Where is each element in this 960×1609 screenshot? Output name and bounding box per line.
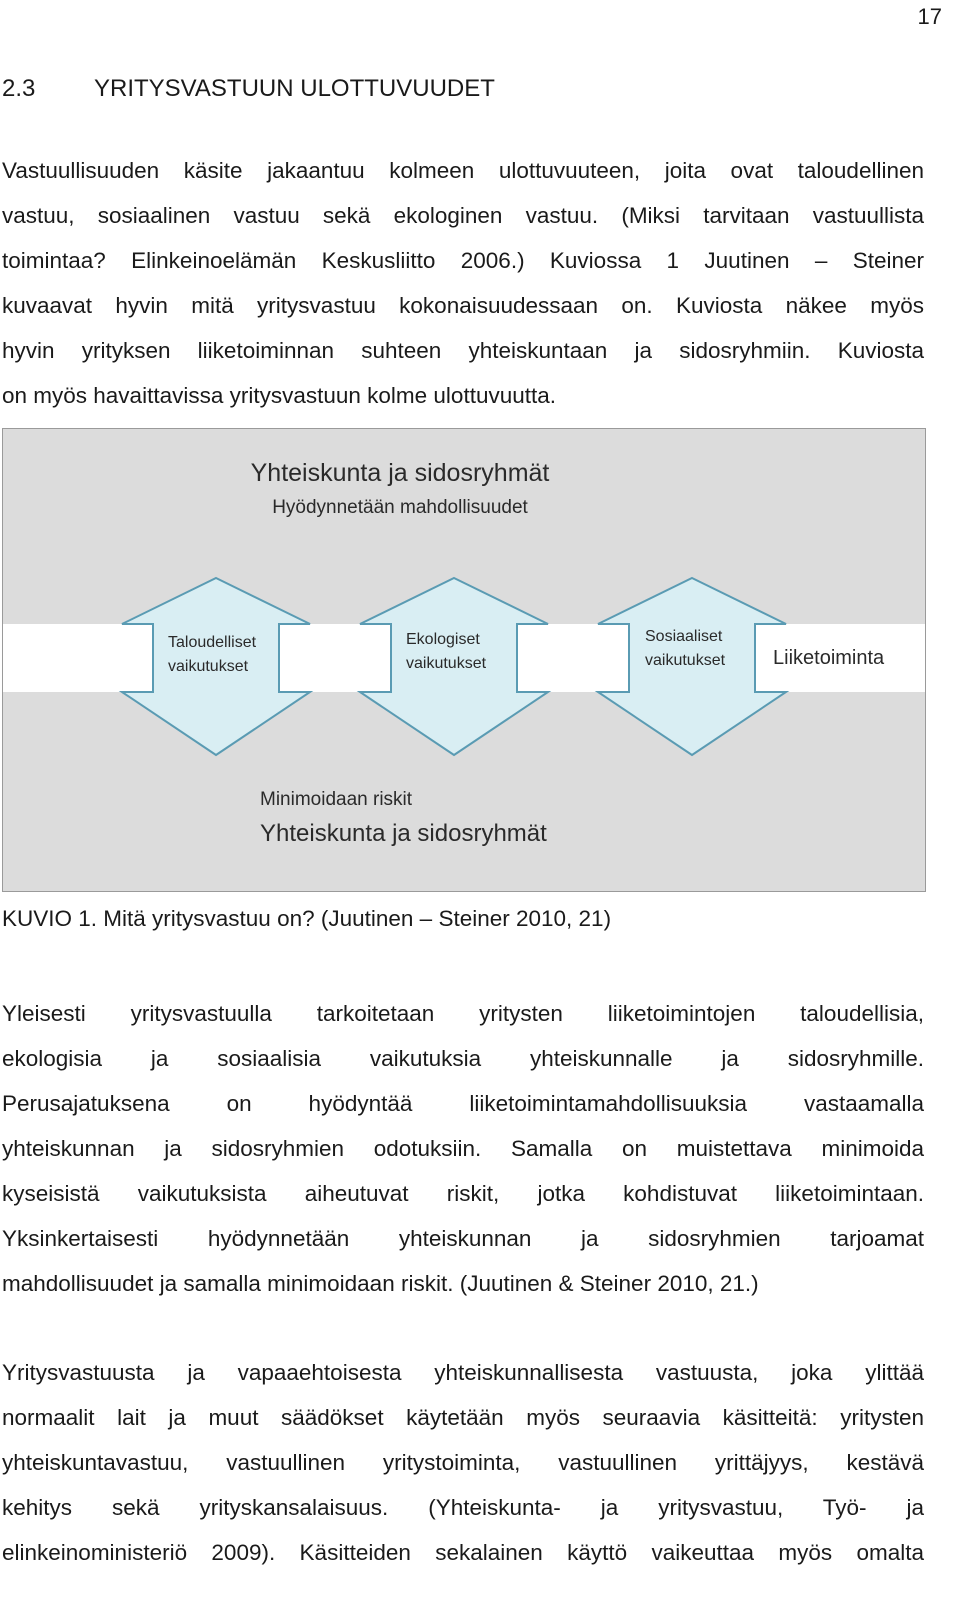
section-number: 2.3 — [2, 75, 36, 102]
paragraph-line: kuvaavat hyvin mitä yritysvastuu kokonaisuudessaan on. Kuviosta näkee myös — [2, 293, 924, 318]
paragraph-line: vastuu, sosiaalinen vastuu sekä ekologinen vastuu. (Miksi tarvitaan vastuullista — [2, 203, 924, 228]
paragraph-line: yhteiskuntavastuu, vastuullinen yritystoiminta, vastuullinen yrittäjyys, kestävä — [2, 1450, 924, 1475]
arrow-label-economic-1: Taloudelliset — [168, 634, 257, 651]
band-label: Liiketoiminta — [773, 647, 885, 669]
arrow-label-social-2: vaikutukset — [645, 652, 726, 669]
paragraph-line: mahdollisuudet ja samalla minimoidaan riskit. (Juutinen & Steiner 2010, 21.) — [2, 1271, 759, 1296]
concepts-paragraph — [2, 1350, 924, 1575]
diagram-top-subtitle: Hyödynnetään mahdollisuudet — [272, 497, 528, 518]
paragraph-line: Yleisesti yritysvastuulla tarkoitetaan yritysten liiketoimintojen taloudellisia, — [2, 1001, 924, 1026]
paragraph-line: Vastuullisuuden käsite jakaantuu kolmeen ulottuvuuteen, joita ovat taloudellinen — [2, 158, 924, 183]
csr-dimensions-diagram — [2, 428, 926, 892]
arrow-label-ecological-1: Ekologiset — [406, 631, 480, 648]
paragraph-line: Yritysvastuusta ja vapaaehtoisesta yhteiskunnallisesta vastuusta, joka ylittää — [2, 1360, 924, 1385]
paragraph-line: Yksinkertaisesti hyödynnetään yhteiskunnan ja sidosryhmien tarjoamat — [2, 1226, 924, 1251]
diagram-top-title: Yhteiskunta ja sidosryhmät — [250, 459, 550, 487]
paragraph-line: Perusajatuksena on hyödyntää liiketoimintamahdollisuuksia vastaamalla — [2, 1091, 924, 1116]
paragraph-line: toimintaa? Elinkeinoelämän Keskusliitto 2006.) Kuviossa 1 Juutinen – Steiner — [2, 248, 924, 273]
paragraph-line: on myös havaittavissa yritysvastuun kolme ulottuvuutta. — [2, 383, 557, 408]
arrow-label-ecological-2: vaikutukset — [406, 655, 487, 672]
diagram-bottom-title: Yhteiskunta ja sidosryhmät — [260, 820, 547, 847]
section-title: YRITYSVASTUUN ULOTTUVUUDET — [94, 75, 495, 102]
section-heading — [2, 75, 495, 103]
paragraph-line: ekologisia ja sosiaalisia vaikutuksia yhteiskunnalle ja sidosryhmille. — [2, 1046, 924, 1071]
arrow-label-social-1: Sosiaaliset — [645, 628, 723, 645]
paragraph-line: normaalit lait ja muut säädökset käytetään myös seuraavia käsitteitä: yritysten — [2, 1405, 924, 1430]
paragraph-line: kyseisistä vaikutuksista aiheutuvat riskit, jotka kohdistuvat liiketoimintaan. — [2, 1181, 924, 1206]
figure-caption: KUVIO 1. Mitä yritysvastuu on? (Juutinen – Steiner 2010, 21) — [2, 906, 612, 931]
paragraph-line: elinkeinoministeriö 2009). Käsitteiden sekalainen käyttö vaikeuttaa myös omalta — [2, 1540, 924, 1565]
diagram-bottom-subtitle: Minimoidaan riskit — [260, 789, 413, 810]
intro-paragraph — [2, 148, 924, 418]
paragraph-line: yhteiskunnan ja sidosryhmien odotuksiin. Samalla on muistettava minimoida — [2, 1136, 924, 1161]
paragraph-line: hyvin yrityksen liiketoiminnan suhteen yhteiskuntaan ja sidosryhmiin. Kuviosta — [2, 338, 924, 363]
page-number: 17 — [917, 4, 942, 29]
definition-paragraph — [2, 991, 924, 1306]
arrow-label-economic-2: vaikutukset — [168, 658, 249, 675]
paragraph-line: kehitys sekä yrityskansalaisuus. (Yhteiskunta- ja yritysvastuu, Työ- ja — [2, 1495, 924, 1520]
